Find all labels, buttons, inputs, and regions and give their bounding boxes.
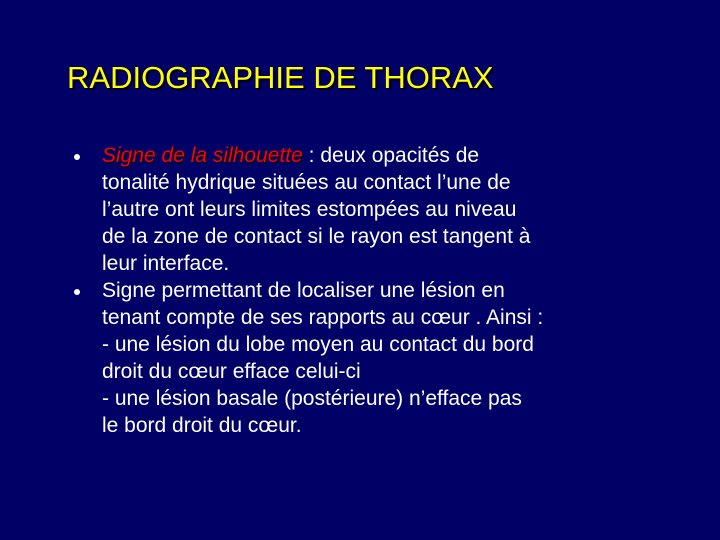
bullet-dot-icon	[74, 289, 80, 295]
bullet-line: droit du cœur efface celui-ci	[102, 360, 361, 383]
bullet-item-localization	[0, 277, 612, 439]
bullet-line: le bord droit du cœur.	[102, 414, 302, 437]
bullet-line: l’autre ont leurs limites estompées au niveau	[102, 198, 517, 221]
bullet-line: - une lésion du lobe moyen au contact du bord	[102, 333, 534, 356]
bullet-line: de la zone de contact si le rayon est tangent à	[102, 225, 531, 248]
bullet-line: - une lésion basale (postérieure) n’efface pas	[102, 387, 522, 410]
bullet-line: tonalité hydrique situées au contact l’une de	[102, 171, 511, 194]
highlighted-term: Signe de la silhouette	[102, 144, 303, 167]
bullet-line: Signe permettant de localiser une lésion en	[102, 279, 505, 302]
bullet-item-silhouette-sign	[0, 142, 612, 277]
bullet-line: leur interface.	[102, 252, 230, 275]
bullet-dot-icon	[74, 154, 80, 160]
bullet-text: : deux opacités de	[302, 144, 480, 167]
bullet-line	[102, 142, 612, 169]
slide-title: RADIOGRAPHIE DE THORAX	[67, 60, 494, 95]
bullet-list	[0, 142, 720, 439]
bullet-line: tenant compte de ses rapports au cœur . Ainsi :	[102, 306, 544, 329]
